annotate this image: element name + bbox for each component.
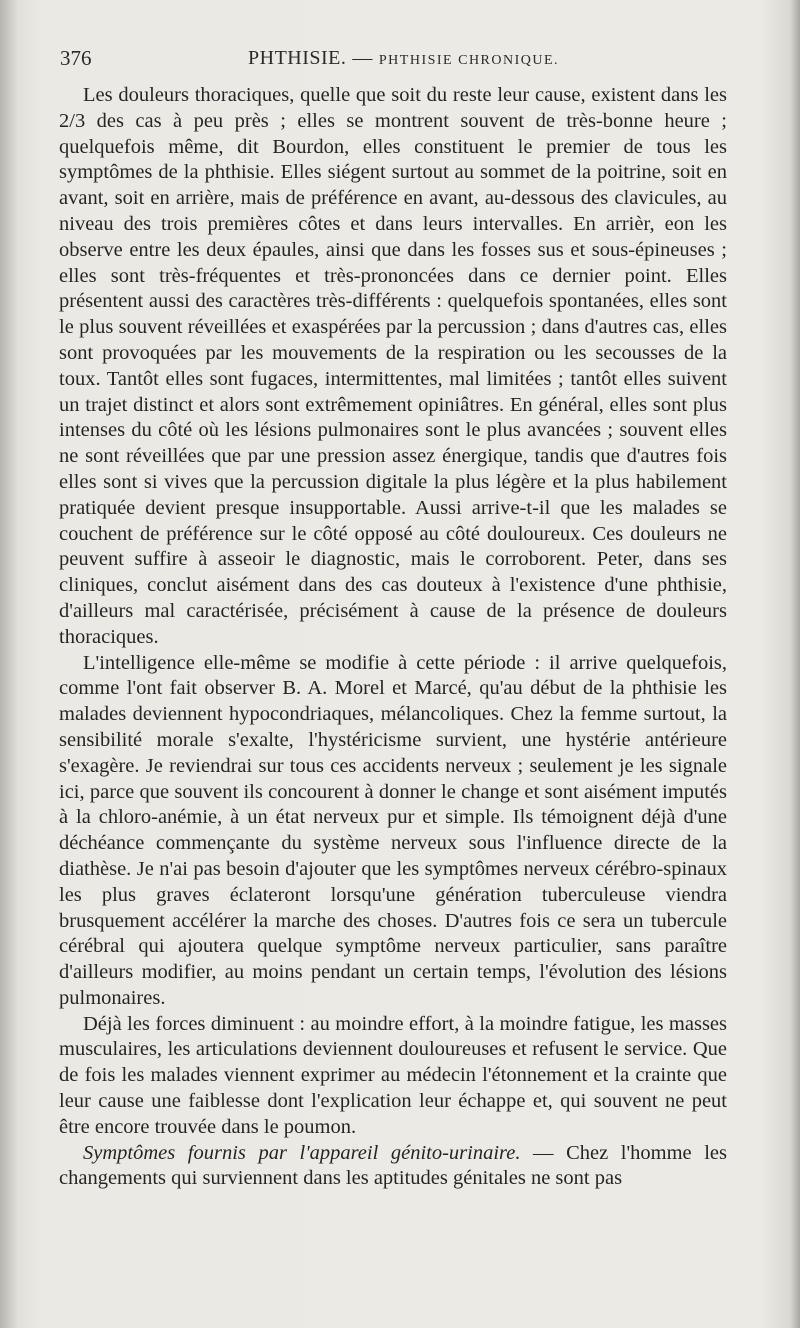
page-edge-shadow — [790, 0, 800, 1328]
binding-shadow — [0, 0, 18, 1328]
running-header — [60, 46, 730, 76]
page-number: 376 — [60, 46, 92, 70]
paragraph-thoracic-pain: Les douleurs thoraciques, quelle que soit du reste leur cause, existent dans les 2/3 des cas à peu près ; elles se montrent souvent de très-bonne heure ; quelquefois même, dit Bourdon, elles constituent le premier de tous les symptômes de la phthisie. Elles siégent surtout au sommet de la poitrine, soit en avant, soit en arrière, mais de préférence en avant, au-dessous des clavicules, au niveau des trois premières côtes et dans leurs intervalles. En arrièr, eon les observe entre les deux épaules, ainsi que dans les fosses sus et sous-épineuses ; elles sont très-fréquentes et très-prononcées dans ce dernier point. Elles présentent aussi des caractères très-différents : quelquefois spontanées, elles sont le plus souvent réveillées et exaspérées par la percussion ; dans d'autres cas, elles sont provoquées par les mouvements de la respiration ou les secousses de la toux. Tantôt elles sont fugaces, intermittentes, mal limitées ; tantôt elles suivent un trajet distinct et alors sont extrêmement opiniâtres. En général, elles sont plus intenses du côté où les lésions pulmonaires sont le plus avancées ; souvent elles ne sont réveillées que par une pression assez énergique, tandis que d'autres fois elles sont si vives que la percussion digitale la plus légère et la plus habilement pratiquée devient presque insupportable. Aussi arrive-t-il que les malades se couchent de préférence sur le côté opposé au côté douloureux. Ces douleurs ne peuvent suffire à asseoir le diagnostic, mais le corroborent. Peter, dans ses cliniques, conclut aisément dans des cas douteux à l'existence d'une phthisie, d'ailleurs mal caractérisée, précisément à cause de la présence de douleurs thoraciques. — [59, 84, 727, 648]
running-title — [248, 47, 559, 70]
running-title-main: PHTHISIE. — [248, 47, 347, 69]
paragraph-strength: Déjà les forces diminuent : au moindre effort, à la moindre fatigue, les masses musculaires, les articulations deviennent douloureuses et refusent le service. Que de fois les malades viennent exprimer au médecin l'étonnement et la crainte que leur cause une faiblesse dont l'explication leur échappe et, qui souvent ne peut être encore trouvée dans le poumon. — [59, 1012, 727, 1138]
body-text — [59, 83, 727, 1192]
paragraph-intelligence: L'intelligence elle-même se modifie à cette période : il arrive quelquefois, comme l'ont fait observer B. A. Morel et Marcé, qu'au début de la phthisie les malades deviennent hypocondriaques, mélancoliques. Chez la femme surtout, la sensibilité morale s'exalte, l'hystéricisme survient, une hystérie antérieure s'exagère. Je reviendrai sur tous ces accidents nerveux ; seulement je les signale ici, parce que souvent ils concourent à donner le change et sont aisément imputés à la chloro-anémie, à un état nerveux pur et simple. Ils témoignent déjà d'une déchéance commençante du système nerveux sous l'influence directe de la diathèse. Je n'ai pas besoin d'ajouter que les symptômes nerveux cérébro-spinaux les plus graves éclateront lorsqu'une génération tuberculeuse viendra brusquement accélérer la marche des choses. D'autres fois ce sera un tubercule cérébral qui ajoutera quelque symptôme nerveux particulier, sans paraître d'ailleurs modifier, au moins pendant un certain temps, l'évolution des lésions pulmonaires. — [59, 651, 727, 1009]
running-title-dash: — — [352, 47, 373, 69]
section-lead-italic: Symptômes fournis par l'appareil génito-urinaire. — [83, 1141, 521, 1164]
section-lead-continuation: — Chez l'homme les changements qui surviennent dans les aptitudes génitales ne sont pas — [59, 1141, 727, 1190]
paragraph-genito-urinary — [59, 1141, 727, 1193]
running-title-sub: PHTHISIE CHRONIQUE. — [378, 53, 560, 68]
